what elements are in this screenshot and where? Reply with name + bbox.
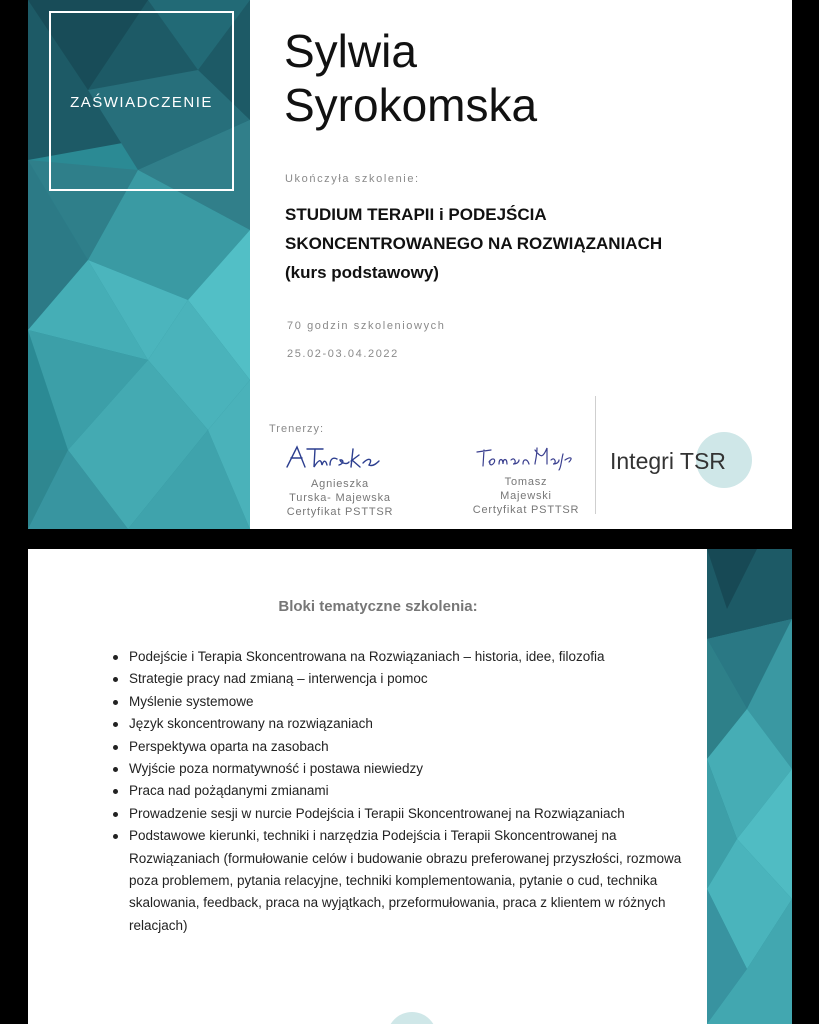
course-subtitle: (kurs podstawowy): [285, 263, 439, 282]
integri-tsr-logo: [610, 432, 770, 490]
course-title: [285, 200, 755, 287]
low-poly-background: [707, 549, 792, 1024]
topics-list: [129, 646, 689, 937]
certificate-back: [28, 549, 792, 1024]
vertical-divider: [595, 396, 596, 514]
list-item: Myślenie systemowe: [129, 691, 689, 713]
list-item: Wyjście poza normatywność i postawa niewiedzy: [129, 758, 689, 780]
course-hours: 70 godzin szkoleniowych: [287, 320, 446, 332]
trainer2-first-name: Tomasz: [504, 476, 548, 488]
trainer2-certificate: Certyfikat PSTTSR: [472, 504, 580, 516]
completed-label: Ukończyła szkolenie:: [285, 173, 420, 185]
recipient-last-name: Syrokomska: [284, 79, 538, 131]
list-item: Język skoncentrowany na rozwiązaniach: [129, 713, 689, 735]
trainer1-credentials: [270, 477, 410, 519]
trainer2-signature: [475, 442, 575, 472]
trainer1-certificate: Certyfikat PSTTSR: [286, 506, 394, 518]
decorative-teal-panel: [28, 0, 250, 529]
decorative-teal-strip: [707, 549, 792, 1024]
list-item: Perspektywa oparta na zasobach: [129, 736, 689, 758]
trainer1-last-name: Turska- Majewska: [289, 492, 391, 504]
course-title-line: SKONCENTROWANEGO NA ROZWIĄZANIACH: [285, 234, 663, 253]
topics-heading: Bloki tematyczne szkolenia:: [278, 598, 478, 615]
list-item: Podstawowe kierunki, techniki i narzędzia Podejścia i Terapii Skoncentrowanej na Rozwiązaniach (formułowanie celów i budowanie obrazu preferowanej przyszłości, rozmowa poza problemem, pytania relacyjne, techniki komplementowania, pytanie o cud, technika skalowania, feedback, praca na wyjątkach, przeformułowania, praca z klientem w różnych relacjach): [129, 825, 689, 937]
course-title-line: STUDIUM TERAPII i PODEJŚCIA: [285, 205, 547, 224]
logo-text: Integri TSR: [610, 448, 726, 474]
list-item: Praca nad pożądanymi zmianami: [129, 780, 689, 802]
certificate-heading: ZAŚWIADCZENIE: [70, 93, 213, 111]
certificate-front: [28, 0, 792, 529]
trainer2-last-name: Majewski: [500, 490, 552, 502]
trainer1-signature: [283, 441, 383, 475]
recipient-name: [284, 24, 684, 132]
trainer1-first-name: Agnieszka: [311, 478, 369, 490]
list-item: Strategie pracy nad zmianą – interwencja i pomoc: [129, 668, 689, 690]
trainers-label: Trenerzy:: [269, 423, 325, 435]
trainer2-credentials: [466, 475, 586, 517]
course-dates: 25.02-03.04.2022: [287, 348, 399, 360]
logo-circle-icon: [387, 1012, 437, 1024]
list-item: Prowadzenie sesji w nurcie Podejścia i Terapii Skoncentrowanej na Rozwiązaniach: [129, 803, 689, 825]
recipient-first-name: Sylwia: [284, 25, 417, 77]
list-item: Podejście i Terapia Skoncentrowana na Rozwiązaniach – historia, idee, filozofia: [129, 646, 689, 668]
certificate-heading-frame: [49, 11, 234, 191]
